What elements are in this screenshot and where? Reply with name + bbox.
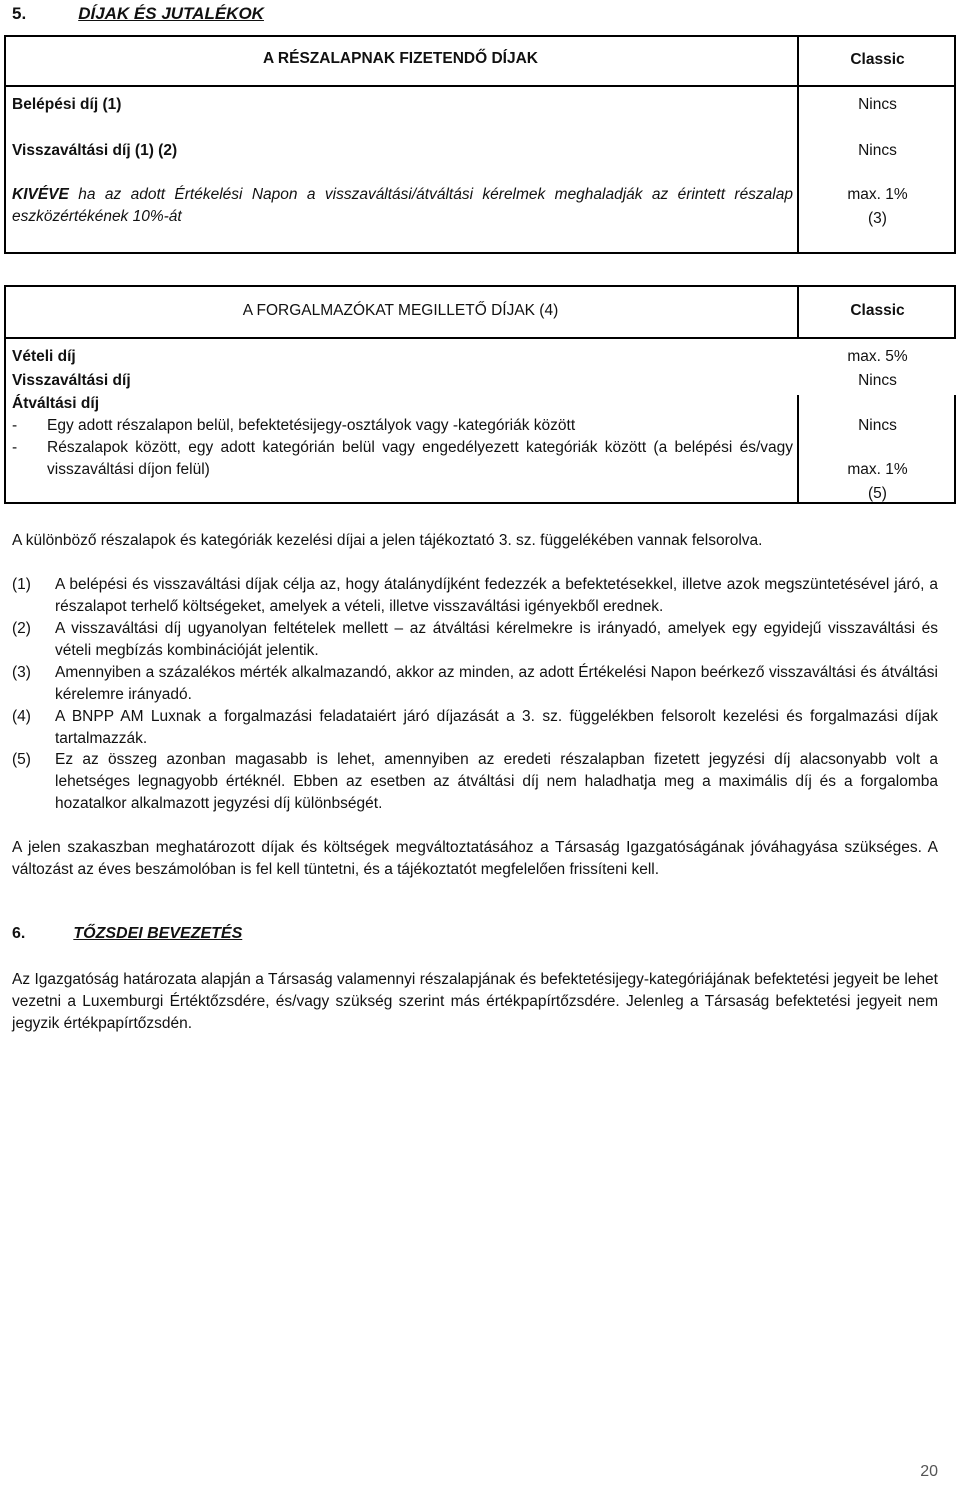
- table-header: A RÉSZALAPNAK FIZETENDŐ DÍJAK: [263, 50, 538, 67]
- footnote-number: (2): [12, 620, 31, 637]
- row-label-purchase-fee: Vételi díj: [12, 348, 76, 365]
- section-6-heading: [12, 925, 242, 943]
- page-number: 20: [920, 1463, 938, 1480]
- row-value-purchase-fee: max. 5%: [847, 348, 908, 365]
- section-5-heading: [12, 4, 264, 24]
- exception-footnote-ref: (3): [868, 210, 887, 227]
- exception-value: max. 1%: [847, 186, 908, 203]
- exception-text: ha az adott Értékelési Napon a visszaváltási/átváltási kérelmek meghaladják az érintett részalap: [78, 186, 793, 203]
- list-dash: -: [12, 439, 18, 456]
- row-value-entry-fee: Nincs: [858, 96, 897, 113]
- footnote-3: [12, 662, 938, 706]
- section-title: TŐZSDEI BEVEZETÉS: [73, 925, 243, 942]
- row-label-entry-fee: Belépési díj (1): [12, 96, 122, 113]
- footnote-text: Amennyiben a százalékos mérték alkalmazandó, akkor az minden, az adott Értékelési Napon beérkező visszaváltási és átváltási kérelemre irányadó.: [55, 664, 938, 703]
- footnote-text: A visszaváltási díj ugyanolyan feltételek mellett – az átváltási kérelmekre is irányadó, amelyek egy egyidejű visszaváltási és vételi megbízás kombinációját jelentik.: [55, 620, 938, 659]
- section-number: 5.: [12, 4, 27, 23]
- footnote-2: [12, 618, 938, 662]
- exception-line-1: [12, 186, 793, 204]
- management-fees-note: A különböző részalapok és kategóriák kezelési díjai a jelen tájékoztató 3. sz. függelékében vannak felsorolva.: [12, 532, 763, 549]
- section-number: 6.: [12, 925, 26, 942]
- row-label-conversion-fee: Átváltási díj: [12, 395, 99, 412]
- table-divider: [4, 85, 956, 87]
- table-header: A FORGALMAZÓKAT MEGILLETŐ DÍJAK (4): [242, 302, 559, 319]
- conversion-item-2-value: max. 1%: [847, 461, 908, 478]
- footnote-number: (3): [12, 664, 31, 681]
- footnote-text: Ez az összeg azonban magasabb is lehet, amennyiben az eredeti részalapban fizetett jegyzési díj alacsonyabb volt a lehetséges legnagyobb értéknél. Ebben az esetben az átváltási díj nem haladhatja meg a maximális díj és a forgalomba hozatalkor alkalmazott jegyzési díj különbségét.: [55, 751, 938, 812]
- footnote-number: (1): [12, 576, 31, 593]
- conversion-item-2-line-2: visszaváltási díjon felül): [47, 461, 210, 478]
- footnote-number: (5): [12, 751, 31, 768]
- row-value-redemption-fee: Nincs: [858, 372, 897, 389]
- conversion-item-1: Egy adott részalapon belül, befektetésijegy-osztályok vagy -kategóriák között: [47, 417, 576, 434]
- closing-paragraph: A jelen szakaszban meghatározott díjak és költségek megváltoztatásához a Társaság Igazgatóságának jóváhagyása szükséges. A változást az éves beszámolóban is fel kell tüntetni, és a tájékoztatót megfelelően frissíteni kell.: [12, 839, 938, 878]
- listing-paragraph: Az Igazgatóság határozata alapján a Társaság valamennyi részalapjának és befektetésijegy-kategóriájának befektetési jegyeit be lehet vezetni a Luxemburgi Értéktőzsdére, és/vagy szükség szerint más értékpapírtőzsdére. Jelenleg a Társaság befektetési jegyeit nem jegyzik értékpapírtőzsdén.: [12, 971, 938, 1032]
- class-header: Classic: [850, 302, 905, 319]
- row-value-redemption-fee: Nincs: [858, 142, 897, 159]
- footnote-text: A BNPP AM Luxnak a forgalmazási feladataiért járó díjazását a 3. sz. függelékben felsorolt kezelési és forgalmazási díjak tartalmazzák.: [55, 708, 938, 747]
- section-title: DÍJAK ÉS JUTALÉKOK: [78, 4, 264, 23]
- footnote-5: [12, 749, 938, 815]
- row-label-redemption-fee: Visszaváltási díj (1) (2): [12, 142, 178, 159]
- conversion-item-1-value: Nincs: [858, 417, 897, 434]
- list-dash: -: [12, 417, 18, 434]
- footnote-4: [12, 706, 938, 750]
- exception-line-2: eszközértékének 10%-át: [12, 208, 182, 225]
- footnote-text: A belépési és visszaváltási díjak célja az, hogy átalánydíjként fedezzék a befektetésekkel, illetve azok megszüntetésével járó, a részalapot terhelő költségeket, amelyek a vételi, illetve visszaváltási igényekből erednek.: [55, 576, 938, 615]
- footnote-number: (4): [12, 708, 31, 725]
- conversion-item-2-line-1: Részalapok között, egy adott kategórián belül vagy engedélyezett kategóriák között (a belépési és/vagy: [47, 439, 793, 456]
- conversion-item-2-footnote-ref: (5): [868, 485, 887, 502]
- class-header: Classic: [850, 51, 905, 68]
- row-label-redemption-fee: Visszaváltási díj: [12, 372, 131, 389]
- exception-keyword: KIVÉVE: [12, 186, 69, 203]
- footnote-1: [12, 574, 938, 618]
